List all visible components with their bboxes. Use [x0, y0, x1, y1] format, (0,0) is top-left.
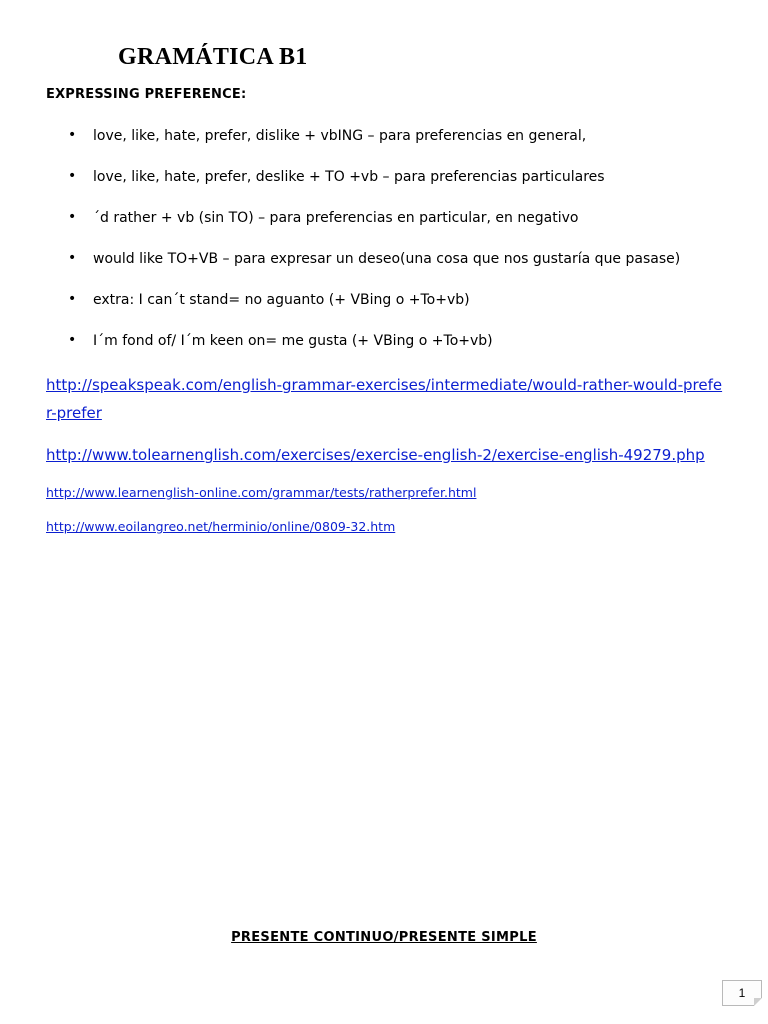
bullet-item [68, 290, 680, 331]
bullet-text: would like TO+VB – para expresar un deseo(una cosa que nos gustaría que pasase) [93, 251, 681, 267]
link-eoilangreo[interactable]: http://www.eoilangreo.net/herminio/online/0809-32.htm [46, 519, 396, 534]
bullet-text: love, like, hate, prefer, dislike + vbING – para preferencias en general, [93, 128, 587, 144]
bullet-icon: • [68, 127, 77, 143]
page-number: 1 [722, 980, 762, 1006]
bullet-icon: • [68, 168, 77, 184]
link-learnenglish-online[interactable]: http://www.learnenglish-online.com/grammar/tests/ratherprefer.html [46, 485, 477, 500]
bullet-icon: • [68, 250, 77, 266]
section-heading-presente: PRESENTE CONTINUO/PRESENTE SIMPLE [231, 930, 537, 945]
bullet-icon: • [68, 291, 77, 307]
bullet-text: ´d rather + vb (sin TO) – para preferencias en particular, en negativo [93, 210, 579, 226]
bullet-text: extra: I can´t stand= no aguanto (+ VBing o +To+vb) [93, 292, 470, 308]
bullet-icon: • [68, 332, 77, 348]
bullet-text: love, like, hate, prefer, deslike + TO +vb – para preferencias particulares [93, 169, 605, 185]
document-title: GRAMÁTICA B1 [118, 44, 308, 70]
bullet-item [68, 249, 680, 290]
bullet-item [68, 126, 680, 167]
section-heading-expressing-preference: EXPRESSING PREFERENCE: [46, 87, 247, 102]
bullet-icon: • [68, 209, 77, 225]
bullet-item [68, 208, 680, 249]
link-tolearnenglish[interactable]: http://www.tolearnenglish.com/exercises/exercise-english-2/exercise-english-49279.php [46, 446, 705, 464]
preference-bullet-list [68, 126, 680, 372]
link-speakspeak[interactable]: http://speakspeak.com/english-grammar-exercises/intermediate/would-rather-would-prefer-prefer [46, 376, 723, 422]
bullet-item [68, 331, 680, 372]
bullet-item [68, 167, 680, 208]
bullet-text: I´m fond of/ I´m keen on= me gusta (+ VBing o +To+vb) [93, 333, 493, 349]
